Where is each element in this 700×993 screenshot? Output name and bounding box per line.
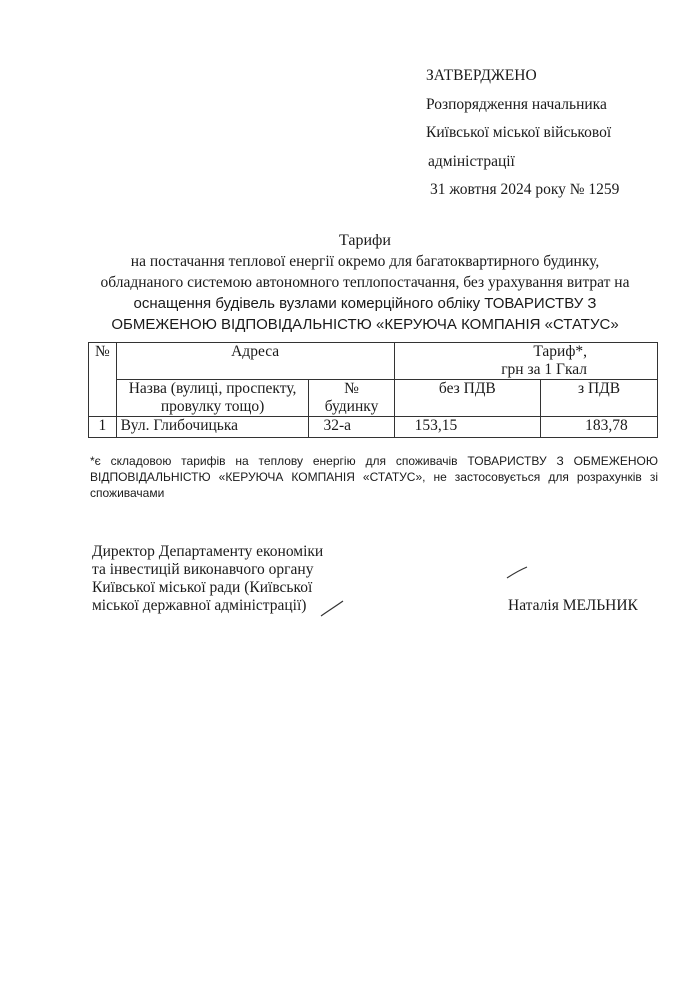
- row-number: 1: [89, 417, 117, 438]
- header-street: [116, 380, 309, 417]
- signature-mark: [504, 565, 530, 581]
- approval-line-3: адміністрації: [428, 152, 515, 170]
- table-header-row-2: [89, 380, 658, 417]
- header-street-line-1: Назва (вулиці, проспекту,: [128, 380, 297, 397]
- tariff-table: [88, 342, 658, 438]
- row-street: Вул. Глибочицька: [116, 417, 309, 438]
- signature-tick-mark: [318, 598, 346, 620]
- header-address: Адреса: [116, 343, 394, 380]
- title-line-4: ОБМЕЖЕНОЮ ВІДПОВІДАЛЬНІСТЮ «КЕРУЮЧА КОМПАНІЯ «СТАТУС»: [111, 316, 619, 333]
- signatory-line-3: Київської міської ради (Київської: [92, 579, 313, 596]
- row-house: 32-а: [309, 417, 394, 438]
- signatory-line-1: Директор Департаменту економіки: [92, 543, 324, 560]
- title-line-2: обладнаного системою автономного теплопостачання, без урахування витрат на: [100, 274, 630, 291]
- row-tariff-vat: 183,78: [541, 417, 658, 438]
- document-title-block: [70, 230, 660, 335]
- approval-line-2: Київської міської військової: [426, 124, 612, 141]
- signatory-name: Наталія МЕЛЬНИК: [508, 597, 638, 614]
- approval-heading: ЗАТВЕРДЖЕНО: [426, 67, 537, 84]
- row-tariff-no-vat: 153,15: [394, 417, 540, 438]
- signatory-line-4: міської державної адміністрації): [92, 597, 307, 614]
- approval-line-1: Розпорядження начальника: [426, 95, 607, 113]
- header-tariff: [394, 343, 657, 380]
- signatory-line-2: та інвестицій виконавчого органу: [92, 561, 314, 578]
- header-number: №: [89, 343, 117, 417]
- header-house-line-2: будинку: [324, 398, 379, 415]
- title-line-1: на постачання теплової енергії окремо для багатоквартирного будинку,: [130, 253, 600, 270]
- table-footnote: *є складовою тарифів на теплову енергію для споживачів ТОВАРИСТВУ З ОБМЕЖЕНОЮ ВІДПОВІДАЛЬНІСТЮ «КЕРУЮЧА КОМПАНІЯ «СТАТУС», не застосовується для розрахунків зі споживачами: [90, 454, 658, 500]
- header-no-vat: без ПДВ: [394, 380, 540, 417]
- approval-date: 31 жовтня 2024 року № 1259: [430, 181, 620, 198]
- header-tariff-line-1: Тариф*,: [533, 343, 587, 360]
- approval-block: [426, 62, 619, 205]
- header-vat: з ПДВ: [541, 380, 658, 417]
- header-street-line-2: провулку тощо): [160, 398, 265, 415]
- header-tariff-line-2: грн за 1 Гкал: [501, 361, 587, 378]
- header-house: [309, 380, 394, 417]
- title-line-3: оснащення будівель вузлами комерційного обліку ТОВАРИСТВУ З: [133, 295, 597, 312]
- table-row: [89, 417, 658, 438]
- header-house-line-1: №: [344, 380, 359, 397]
- table-header-row-1: [89, 343, 658, 380]
- document-title: Тарифи: [339, 232, 391, 249]
- signatory-position: [92, 543, 323, 615]
